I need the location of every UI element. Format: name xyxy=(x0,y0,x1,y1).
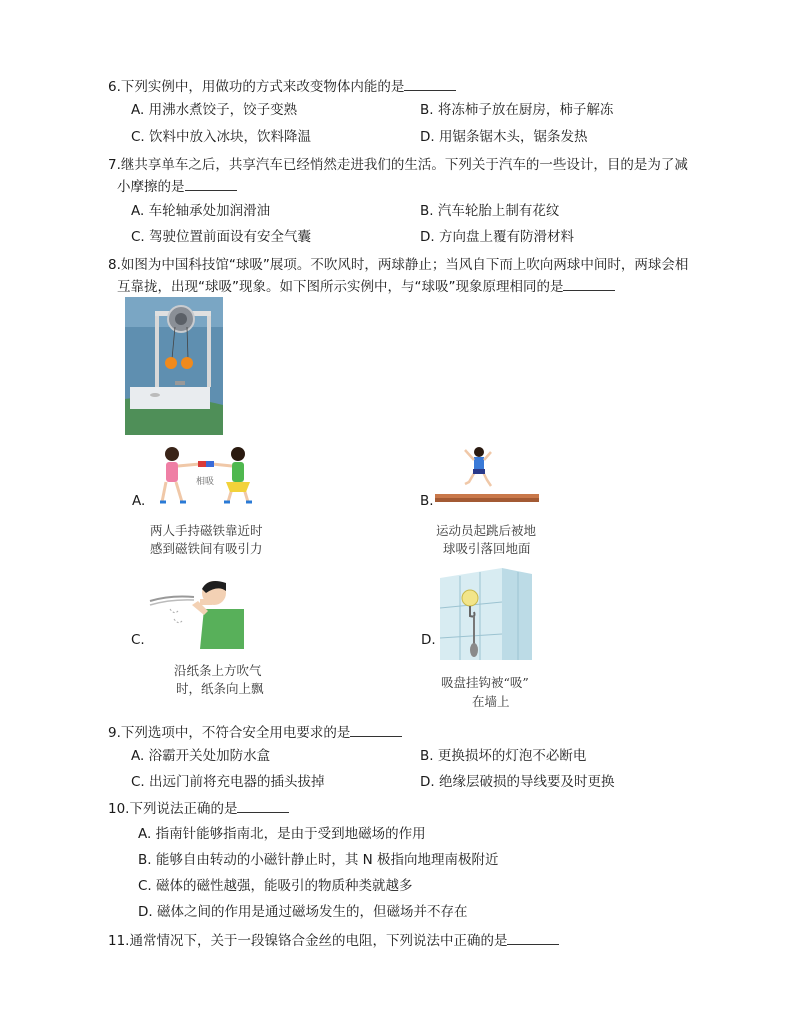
q9-option-c: C. 出远门前将充电器的插头拔掉 xyxy=(131,774,325,790)
q10-stem: 10.下列说法正确的是 xyxy=(108,797,289,817)
q8-option-d-letter: D. xyxy=(421,632,436,648)
q7-option-b: B. 汽车轮胎上制有花纹 xyxy=(420,203,560,219)
q6-option-a: A. 用沸水煮饺子，饺子变熟 xyxy=(131,102,298,118)
attract-label: 相吸 xyxy=(196,477,215,487)
q6-option-d: D. 用锯条锯木头，锯条发热 xyxy=(420,129,588,145)
q10-option-c: C. 磁体的磁性越强，能吸引的物质种类就越多 xyxy=(138,878,413,894)
q8-stem-line1: 8.如图为中国科技馆“球吸”展项。不吹风时，两球静止；当风自下而上吹向两球中间时，两球会相 xyxy=(108,257,689,273)
q8-option-b-caption1: 运动员起跳后被地 xyxy=(436,523,537,538)
answer-blank xyxy=(185,178,237,191)
q7-option-d: D. 方向盘上覆有防滑材料 xyxy=(420,229,574,245)
q10-option-b: B. 能够自由转动的小磁针静止时，其 N 极指向地理南极附近 xyxy=(138,852,499,868)
q8-option-d-caption2: 在墙上 xyxy=(472,694,510,709)
suction-cup-hook-illustration xyxy=(440,568,532,660)
answer-blank xyxy=(350,724,402,737)
q8-stem-line2: 互靠拢，出现“球吸”现象。如下图所示实例中，与“球吸”现象原理相同的是 xyxy=(117,275,615,295)
q8-option-a-caption2: 感到磁铁间有吸引力 xyxy=(150,541,263,556)
q8-option-c-letter: C. xyxy=(131,632,145,648)
q8-option-c-caption2: 时，纸条向上飘 xyxy=(176,681,264,696)
q7-stem-line2: 小摩擦的是 xyxy=(117,175,237,195)
boy-blowing-paper-illustration xyxy=(148,575,248,649)
q6-option-b: B. 将冻柿子放在厨房，柿子解冻 xyxy=(420,102,614,118)
answer-blank xyxy=(237,800,289,813)
q8-option-a-letter: A. xyxy=(132,493,146,509)
q8-option-a-caption1: 两人手持磁铁靠近时 xyxy=(150,523,263,538)
q9-option-b: B. 更换损坏的灯泡不必断电 xyxy=(420,748,587,764)
q6-stem: 6.下列实例中，用做功的方式来改变物体内能的是 xyxy=(108,75,456,95)
q10-option-a: A. 指南针能够指南北，是由于受到地磁场的作用 xyxy=(138,826,426,842)
q8-option-c-caption1: 沿纸条上方吹气 xyxy=(174,663,262,678)
ball-suction-exhibit-photo xyxy=(125,297,223,435)
q7-stem-line1: 7.继共享单车之后，共享汽车已经悄然走进我们的生活。下列关于汽车的一些设计，目的是为了减 xyxy=(108,157,688,173)
q7-option-c: C. 驾驶位置前面设有安全气囊 xyxy=(131,229,312,245)
long-jump-athlete-illustration xyxy=(435,440,539,512)
q10-option-d: D. 磁体之间的作用是通过磁场发生的，但磁场并不存在 xyxy=(138,904,468,920)
q11-stem: 11.通常情况下，关于一段镍铬合金丝的电阻，下列说法中正确的是 xyxy=(108,929,559,949)
q8-option-b-letter: B. xyxy=(420,493,434,509)
answer-blank xyxy=(404,78,456,91)
q9-option-d: D. 绝缘层破损的导线要及时更换 xyxy=(420,774,615,790)
q8-option-b-caption2: 球吸引落回地面 xyxy=(443,541,531,556)
q6-option-c: C. 饮料中放入冰块，饮料降温 xyxy=(131,129,312,145)
q9-stem: 9.下列选项中，不符合安全用电要求的是 xyxy=(108,721,402,741)
q9-option-a: A. 浴霸开关处加防水盒 xyxy=(131,748,271,764)
answer-blank xyxy=(563,278,615,291)
answer-blank xyxy=(507,932,559,945)
q8-option-d-caption1: 吸盘挂钩被“吸” xyxy=(441,675,529,690)
q7-option-a: A. 车轮轴承处加润滑油 xyxy=(131,203,271,219)
